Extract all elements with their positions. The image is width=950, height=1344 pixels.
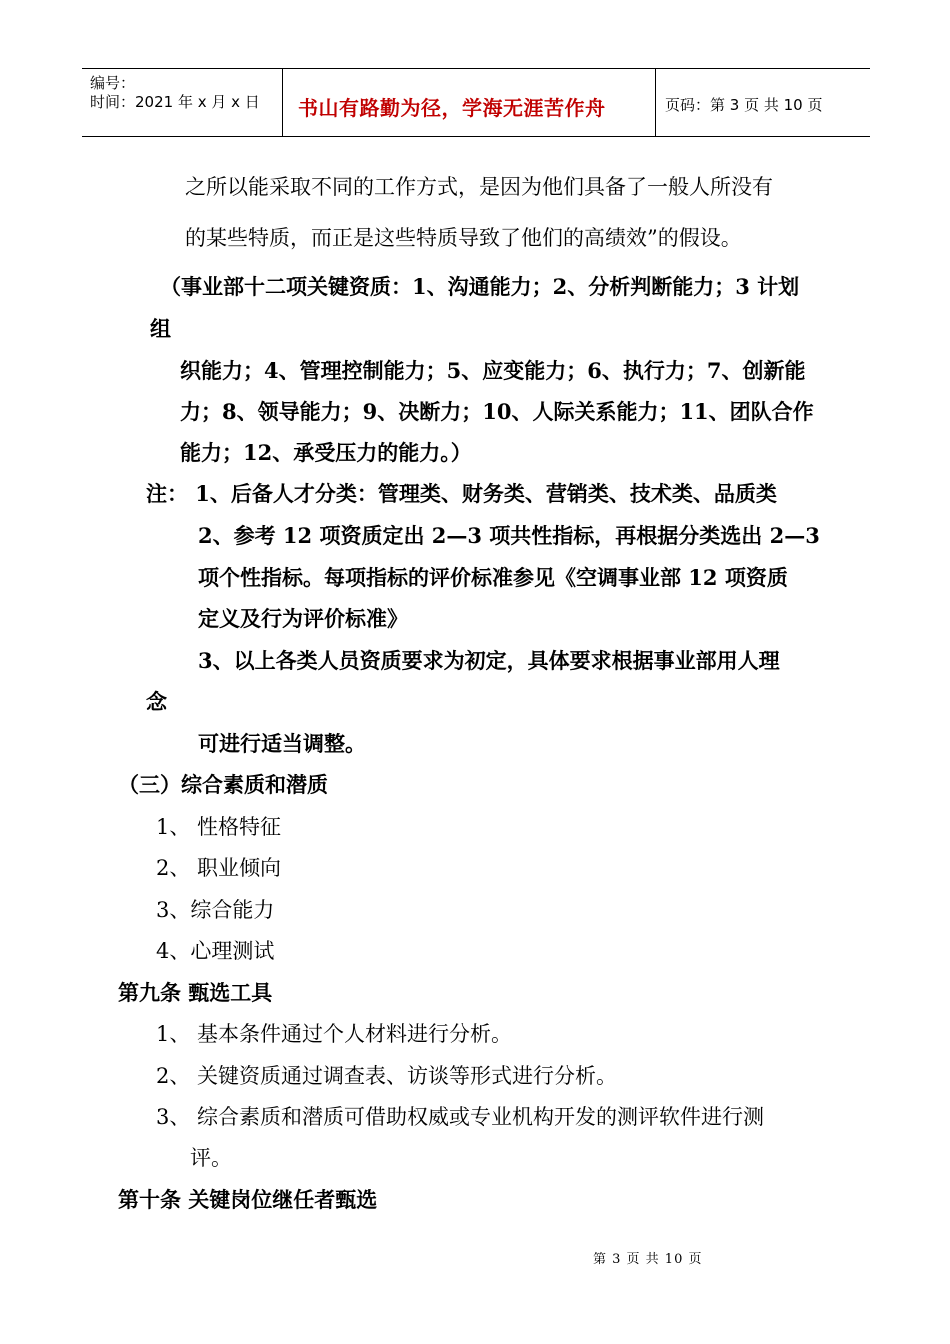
note-line: 定义及行为评价标准》 <box>198 606 408 631</box>
body-line: 力；8、领导能力；9、决断力；10、人际关系能力；11、团队合作 <box>180 399 814 424</box>
header-divider-right <box>655 68 656 136</box>
header-number-label: 编号： <box>90 74 136 92</box>
header-date-label: 时间：2021 年 x 月 x 日 <box>90 93 260 111</box>
body-line: 织能力；4、管理控制能力；5、应变能力；6、执行力；7、创新能 <box>180 358 806 383</box>
list-item-continuation: 评。 <box>190 1146 232 1170</box>
note-line: 注： 1、后备人才分类：管理类、财务类、营销类、技术类、品质类 <box>146 481 777 506</box>
list-item: 1、 基本条件通过个人材料进行分析。 <box>156 1022 513 1046</box>
list-item: 2、 职业倾向 <box>156 856 282 880</box>
list-item: 3、 综合素质和潜质可借助权威或专业机构开发的测评软件进行测 <box>156 1105 765 1129</box>
body-line: 的某些特质，而正是这些特质导致了他们的高绩效”的假设。 <box>185 226 742 250</box>
note-line: 念 <box>146 689 167 714</box>
list-item: 1、 性格特征 <box>156 815 282 839</box>
note-line: 可进行适当调整。 <box>198 731 366 756</box>
body-line: 组 <box>150 316 171 341</box>
list-item: 3、综合能力 <box>156 898 275 922</box>
header-page-label: 页码：第 3 页 共 10 页 <box>665 96 823 114</box>
header-divider-left <box>282 68 283 136</box>
header-motto: 书山有路勤为径，学海无涯苦作舟 <box>298 96 606 120</box>
body-line: 之所以能采取不同的工作方式，是因为他们具备了一般人所没有 <box>185 175 773 199</box>
note-line: 3、以上各类人员资质要求为初定，具体要求根据事业部用人理 <box>198 648 780 673</box>
header-bottom-border <box>82 136 870 137</box>
body-line: （事业部十二项关键资质：1、沟通能力；2、分析判断能力；3 计划 <box>160 274 800 299</box>
note-line: 项个性指标。每项指标的评价标准参见《空调事业部 12 项资质 <box>198 565 788 590</box>
body-line: 能力；12、承受压力的能力。） <box>180 440 472 465</box>
section-heading: （三）综合素质和潜质 <box>118 772 328 797</box>
article-heading: 第十条 关键岗位继任者甄选 <box>118 1187 378 1212</box>
list-item: 4、心理测试 <box>156 939 275 963</box>
footer-page-number: 第 3 页 共 10 页 <box>593 1252 703 1267</box>
header-top-border <box>82 68 870 69</box>
list-item: 2、 关键资质通过调查表、访谈等形式进行分析。 <box>156 1064 618 1088</box>
article-heading: 第九条 甄选工具 <box>118 980 273 1005</box>
note-line: 2、参考 12 项资质定出 2—3 项共性指标，再根据分类选出 2—3 <box>198 523 820 548</box>
